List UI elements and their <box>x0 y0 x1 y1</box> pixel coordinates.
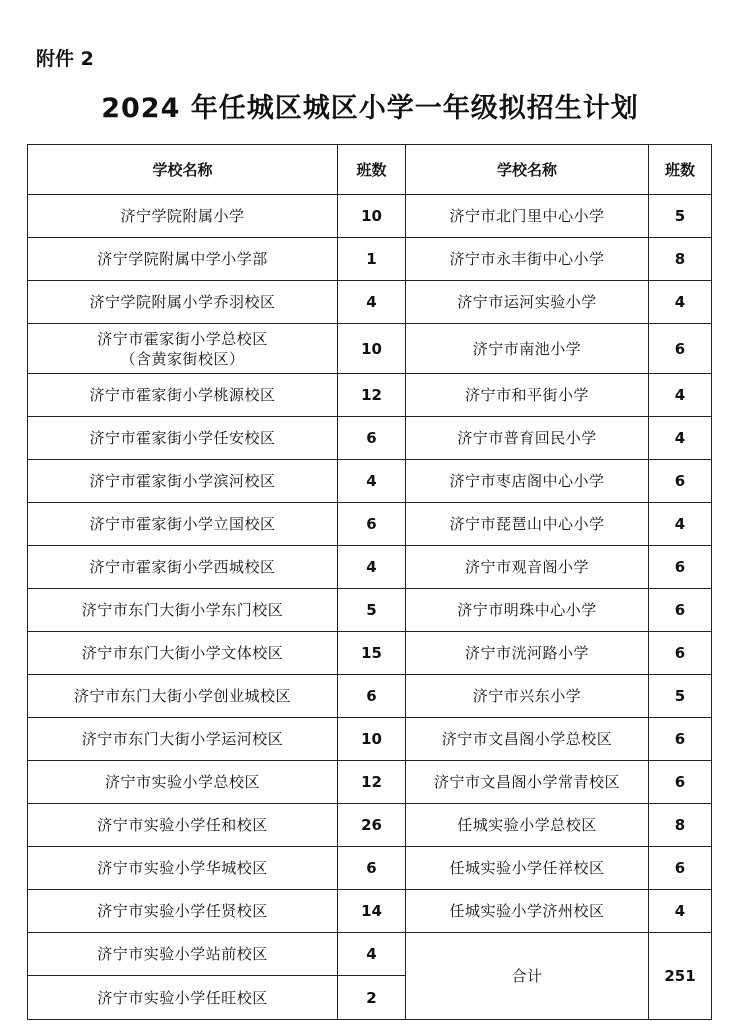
class-count-cell: 4 <box>649 417 712 460</box>
school-name-cell <box>28 718 338 761</box>
school-name-note: （含黄家街校区） <box>120 349 245 368</box>
class-count-cell: 6 <box>649 761 712 804</box>
class-count-cell: 6 <box>649 324 712 374</box>
school-name-cell: 任城实验小学总校区 <box>406 804 649 847</box>
table-body <box>28 195 712 1020</box>
school-name-cell <box>28 632 338 675</box>
class-count-cell: 2 <box>338 976 406 1020</box>
school-name-cell: 济宁市普育回民小学 <box>406 417 649 460</box>
class-count-cell: 4 <box>649 890 712 933</box>
school-name-cell <box>28 804 338 847</box>
table-row <box>28 675 712 718</box>
school-name-cell: 任城实验小学任祥校区 <box>406 847 649 890</box>
class-count-cell: 5 <box>649 195 712 238</box>
school-name-cell: 济宁市永丰街中心小学 <box>406 238 649 281</box>
class-count-cell: 10 <box>338 195 406 238</box>
school-name-cell: 济宁市兴东小学 <box>406 675 649 718</box>
table-row <box>28 503 712 546</box>
class-count-cell: 10 <box>338 324 406 374</box>
school-name: 济宁市实验小学任旺校区 <box>97 988 268 1007</box>
school-name-cell: 济宁市文昌阁小学总校区 <box>406 718 649 761</box>
school-name-cell: 济宁市文昌阁小学常青校区 <box>406 761 649 804</box>
school-name-cell: 济宁市运河实验小学 <box>406 281 649 324</box>
school-name-cell <box>28 195 338 238</box>
school-name-cell: 济宁市北门里中心小学 <box>406 195 649 238</box>
class-count-cell: 4 <box>338 460 406 503</box>
table-row <box>28 281 712 324</box>
table-row <box>28 546 712 589</box>
class-count-cell: 6 <box>338 847 406 890</box>
school-name-cell: 济宁市洸河路小学 <box>406 632 649 675</box>
school-name-cell <box>28 675 338 718</box>
table-row <box>28 890 712 933</box>
school-name: 济宁市东门大街小学创业城校区 <box>73 687 291 705</box>
school-name-cell <box>28 761 338 804</box>
school-name-cell <box>28 589 338 632</box>
school-name-cell: 济宁市和平街小学 <box>406 374 649 417</box>
school-name-cell <box>28 546 338 589</box>
school-name: 济宁市实验小学总校区 <box>104 773 260 791</box>
header-classes-right: 班数 <box>649 145 712 195</box>
header-school-left: 学校名称 <box>28 145 338 195</box>
school-name-cell: 济宁市琵琶山中心小学 <box>406 503 649 546</box>
school-name: 济宁市实验小学任贤校区 <box>97 902 268 920</box>
table-row <box>28 417 712 460</box>
class-count-cell: 4 <box>649 374 712 417</box>
class-count-cell: 15 <box>338 632 406 675</box>
school-name-cell: 济宁市观音阁小学 <box>406 546 649 589</box>
table-row <box>28 374 712 417</box>
table-row <box>28 238 712 281</box>
class-count-cell: 8 <box>649 238 712 281</box>
class-count-cell: 1 <box>338 238 406 281</box>
school-name: 济宁市霍家街小学滨河校区 <box>89 472 276 490</box>
class-count-cell: 5 <box>338 589 406 632</box>
school-name: 济宁学院附属中学小学部 <box>97 250 268 268</box>
school-name: 济宁学院附属小学 <box>120 207 245 225</box>
class-count-cell: 4 <box>338 281 406 324</box>
class-count-cell: 5 <box>649 675 712 718</box>
school-name-cell: 济宁市枣店阁中心小学 <box>406 460 649 503</box>
class-count-cell: 12 <box>338 761 406 804</box>
class-count-cell: 6 <box>649 632 712 675</box>
school-name-cell: 济宁市明珠中心小学 <box>406 589 649 632</box>
header-school-right: 学校名称 <box>406 145 649 195</box>
school-name-cell <box>28 503 338 546</box>
table-row <box>28 847 712 890</box>
school-name: 济宁市东门大街小学文体校区 <box>81 644 284 662</box>
table-row <box>28 718 712 761</box>
header-row <box>28 145 712 195</box>
class-count-cell: 6 <box>338 417 406 460</box>
school-name-cell <box>28 324 338 374</box>
class-count-cell: 6 <box>338 503 406 546</box>
class-count-cell: 6 <box>649 718 712 761</box>
total-label-cell: 合计 <box>406 933 649 1020</box>
class-count-cell: 26 <box>338 804 406 847</box>
table-row <box>28 804 712 847</box>
class-count-cell: 6 <box>649 847 712 890</box>
school-name-cell: 济宁市南池小学 <box>406 324 649 374</box>
school-name: 济宁市霍家街小学总校区 <box>97 329 268 348</box>
school-name: 济宁市实验小学任和校区 <box>97 816 268 834</box>
school-name-cell: 任城实验小学济州校区 <box>406 890 649 933</box>
school-name-cell <box>28 417 338 460</box>
class-count-cell: 6 <box>649 460 712 503</box>
class-count-cell: 4 <box>338 933 406 976</box>
header-classes-left: 班数 <box>338 145 406 195</box>
school-name-cell <box>28 238 338 281</box>
school-name-cell <box>28 460 338 503</box>
table-row <box>28 324 712 374</box>
table-row <box>28 632 712 675</box>
class-count-cell: 6 <box>649 589 712 632</box>
school-name: 济宁市实验小学站前校区 <box>97 945 268 963</box>
table-row <box>28 933 712 976</box>
school-name: 济宁市东门大街小学运河校区 <box>81 730 284 748</box>
class-count-cell: 12 <box>338 374 406 417</box>
school-name-cell <box>28 890 338 933</box>
school-name: 济宁市霍家街小学任安校区 <box>89 429 276 447</box>
table-row <box>28 460 712 503</box>
class-count-cell: 6 <box>649 546 712 589</box>
document-title: 2024 年任城区城区小学一年级拟招生计划 <box>101 93 639 124</box>
attachment-label: 附件 2 <box>36 48 94 70</box>
table-row <box>28 195 712 238</box>
class-count-cell: 8 <box>649 804 712 847</box>
class-count-cell: 4 <box>649 281 712 324</box>
school-name: 济宁学院附属小学乔羽校区 <box>89 293 276 311</box>
school-name-cell <box>28 933 338 976</box>
school-name: 济宁市霍家街小学桃源校区 <box>89 386 276 404</box>
school-name: 济宁市东门大街小学东门校区 <box>81 601 284 619</box>
class-count-cell: 4 <box>338 546 406 589</box>
total-value-cell: 251 <box>649 933 712 1020</box>
school-name-cell <box>28 281 338 324</box>
school-name-cell <box>28 374 338 417</box>
table-row <box>28 761 712 804</box>
table-row <box>28 589 712 632</box>
school-name-cell <box>28 976 338 1020</box>
class-count-cell: 14 <box>338 890 406 933</box>
class-count-cell: 10 <box>338 718 406 761</box>
school-name: 济宁市实验小学华城校区 <box>97 859 268 877</box>
enrollment-plan-table <box>27 144 712 1020</box>
school-name: 济宁市霍家街小学立国校区 <box>89 515 276 533</box>
school-name-cell <box>28 847 338 890</box>
class-count-cell: 6 <box>338 675 406 718</box>
school-name: 济宁市霍家街小学西城校区 <box>89 558 276 576</box>
class-count-cell: 4 <box>649 503 712 546</box>
